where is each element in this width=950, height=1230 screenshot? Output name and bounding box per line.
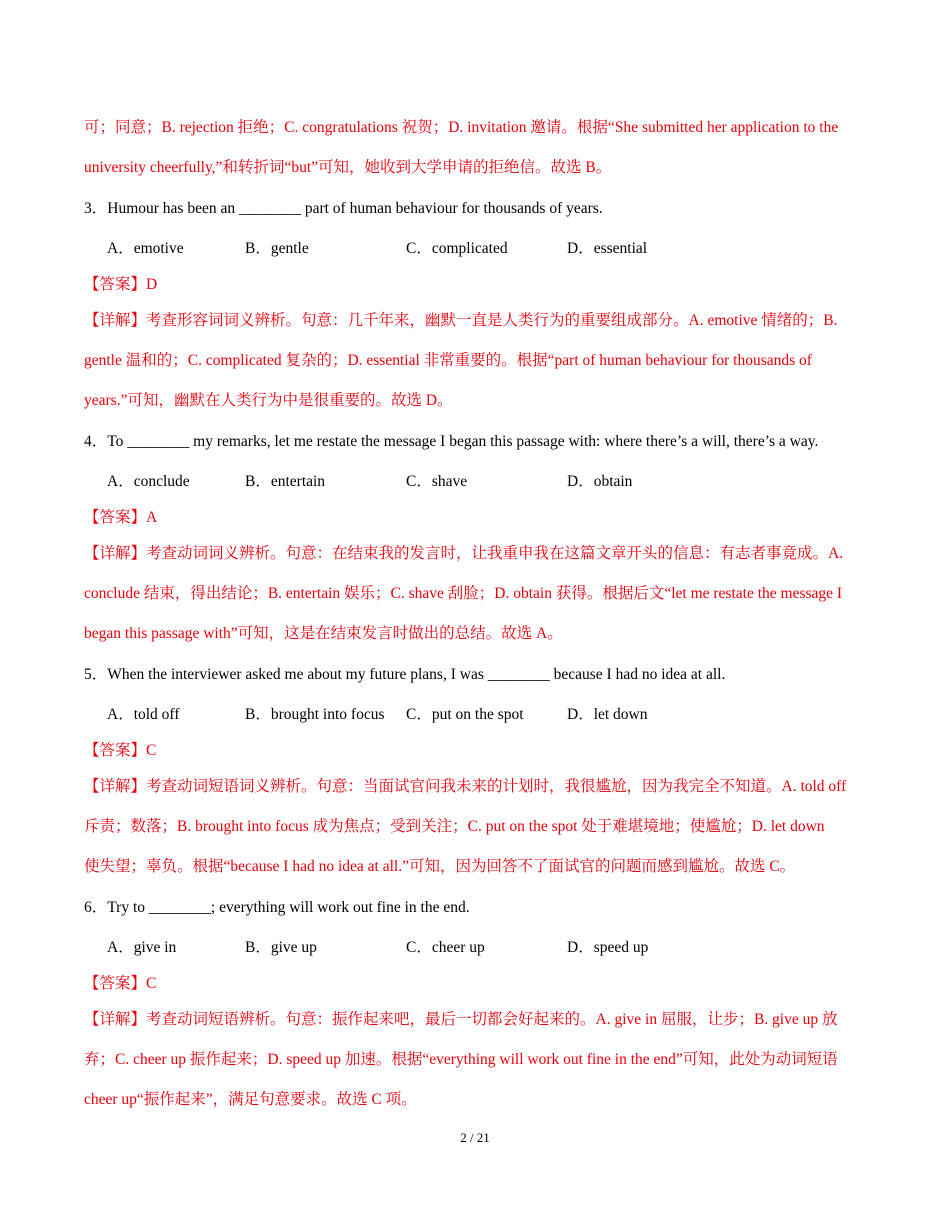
q3-answer: 【答案】D <box>84 276 158 293</box>
q5-explanation-line-1: 【详解】考查动词短语词义辨析。句意：当面试官问我未来的计划时，我很尴尬，因为我完全不知道。A. told off <box>84 778 847 795</box>
q5-option-b: B．brought into focus <box>245 706 385 723</box>
q6-explanation-line-2: 弃；C. cheer up 振作起来；D. speed up 加速。根据“everything will work out fine in the end”可知，此处为动词短语 <box>84 1051 838 1068</box>
q3-option-b: B．gentle <box>245 240 309 257</box>
q6-option-c: C．cheer up <box>406 939 485 956</box>
q4-explanation-line-3: began this passage with”可知，这是在结束发言时做出的总结。故选 A。 <box>84 625 563 642</box>
q6-answer: 【答案】C <box>84 975 157 992</box>
q4-option-d: D．obtain <box>567 473 633 490</box>
q3-option-c: C．complicated <box>406 240 508 257</box>
q4-explanation-line-1: 【详解】考查动词词义辨析。句意：在结束我的发言时，让我重申我在这篇文章开头的信息：有志者事竟成。A. <box>84 545 844 562</box>
q6-option-a: A．give in <box>107 939 177 956</box>
q6-question: 6．Try to ________; everything will work out fine in the end. <box>84 899 470 916</box>
q4-option-a: A．conclude <box>107 473 190 490</box>
q5-question: 5．When the interviewer asked me about my future plans, I was ________ because I had no idea at all. <box>84 666 726 683</box>
q3-option-d: D．essential <box>567 240 648 257</box>
q3-explanation-line-3: years.”可知，幽默在人类行为中是很重要的。故选 D。 <box>84 392 453 409</box>
q6-option-d: D．speed up <box>567 939 649 956</box>
q5-option-c: C．put on the spot <box>406 706 524 723</box>
page-number: 2 / 21 <box>460 1130 490 1145</box>
q4-explanation-line-2: conclude 结束，得出结论；B. entertain 娱乐；C. shave 刮脸；D. obtain 获得。根据后文“let me restate the message I <box>84 585 843 602</box>
q4-option-b: B．entertain <box>245 473 326 490</box>
q3-question: 3．Humour has been an ________ part of human behaviour for thousands of years. <box>84 200 603 217</box>
q3-explanation-line-1: 【详解】考查形容词词义辨析。句意：几千年来，幽默一直是人类行为的重要组成部分。A. emotive 情绪的；B. <box>84 312 838 329</box>
q6-explanation-line-1: 【详解】考查动词短语辨析。句意：振作起来吧，最后一切都会好起来的。A. give in 屈服，让步；B. give up 放 <box>84 1011 838 1028</box>
q2-explanation-line-1: 可；同意；B. rejection 拒绝；C. congratulations 祝贺；D. invitation 邀请。根据“She submitted her application to the <box>84 119 839 136</box>
q5-explanation-line-2: 斥责；数落；B. brought into focus 成为焦点；受到关注；C. put on the spot 处于难堪境地；使尴尬；D. let down <box>84 818 825 835</box>
q4-question: 4．To ________ my remarks, let me restate the message I began this passage with: where there’s a will, there’s a way. <box>84 433 819 450</box>
q6-explanation-line-3: cheer up“振作起来”，满足句意要求。故选 C 项。 <box>84 1091 417 1108</box>
q5-explanation-line-3: 使失望；辜负。根据“because I had no idea at all.”可知，因为回答不了面试官的问题而感到尴尬。故选 C。 <box>84 858 796 875</box>
q4-answer: 【答案】A <box>84 509 158 526</box>
q3-explanation-line-2: gentle 温和的；C. complicated 复杂的；D. essential 非常重要的。根据“part of human behaviour for thousands of <box>84 352 812 369</box>
q2-explanation-line-2: university cheerfully,”和转折词“but”可知，她收到大学申请的拒绝信。故选 B。 <box>84 159 612 176</box>
q3-option-a: A．emotive <box>107 240 184 257</box>
q5-option-d: D．let down <box>567 706 648 723</box>
q6-option-b: B．give up <box>245 939 317 956</box>
q4-option-c: C．shave <box>406 473 468 490</box>
q5-option-a: A．told off <box>107 706 180 723</box>
q5-answer: 【答案】C <box>84 742 157 759</box>
